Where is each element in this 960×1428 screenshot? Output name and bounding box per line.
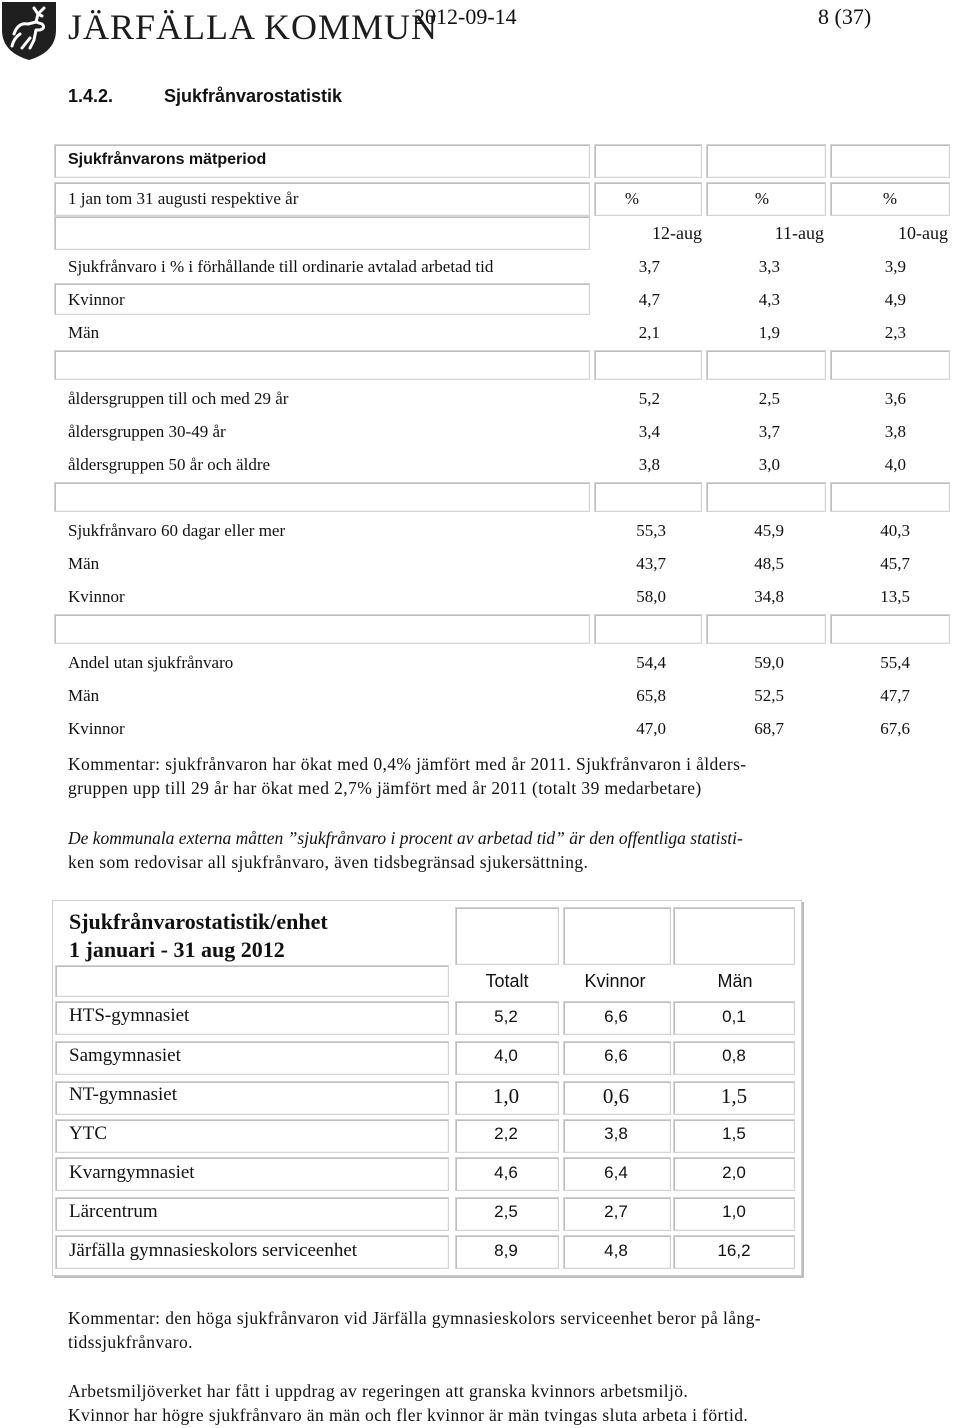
- row-label: Män: [68, 554, 100, 573]
- percent-header: %: [754, 189, 770, 208]
- value-total: 5,2: [494, 1007, 518, 1026]
- value-2011: 3,3: [758, 257, 780, 276]
- table-row: [52, 283, 958, 316]
- value-2010: 13,5: [880, 587, 910, 606]
- unit-name: NT-gymnasiet: [69, 1084, 178, 1105]
- unit-name: Samgymnasiet: [69, 1045, 181, 1066]
- page-number: 8 (37): [818, 4, 872, 29]
- definition-italic: De kommunala externa måtten ”sjukfrånvaro i procent av arbetad tid” är den offentliga statisti: [68, 828, 737, 848]
- org-name: JÄRFÄLLA KOMMUN: [68, 7, 439, 47]
- value-total: 2,2: [494, 1124, 518, 1143]
- value-men: 1,5: [722, 1124, 746, 1143]
- column-header-men: Män: [717, 971, 753, 991]
- row-label: Kvinnor: [68, 290, 125, 309]
- comment-line: Kommentar: den höga sjukfrånvaron vid Järfälla gymnasieskolors serviceenhet beror på lång-: [68, 1308, 762, 1328]
- row-label: Sjukfrånvaro i % i förhållande till ordinarie avtalad arbetad tid: [68, 257, 494, 276]
- value-2012: 2,1: [638, 323, 660, 342]
- table-row: [52, 316, 958, 349]
- value-2011: 52,5: [754, 686, 784, 705]
- value-2011: 1,9: [758, 323, 780, 342]
- value-women: 6,6: [604, 1007, 628, 1026]
- section-number: 1.4.2.: [68, 86, 114, 106]
- table-row: [52, 250, 958, 283]
- column-header-women: Kvinnor: [584, 971, 646, 991]
- value-2011: 45,9: [754, 521, 784, 540]
- value-2010: 3,6: [884, 389, 906, 408]
- comment-line: tidssjukfrånvaro.: [68, 1332, 193, 1352]
- closing-line: Kvinnor har högre sjukfrånvaro än män och fler kvinnor är män tvingas sluta arbeta i förtid.: [68, 1405, 749, 1425]
- value-total: 4,0: [494, 1046, 518, 1065]
- year-header: 12-aug: [652, 223, 702, 243]
- unit-name: Kvarngymnasiet: [69, 1162, 195, 1183]
- comment-line: Kommentar: sjukfrånvaron har ökat med 0,4% jämfört med år 2011. Sjukfrånvaron i ålders-: [68, 754, 747, 774]
- value-2012: 65,8: [636, 686, 666, 705]
- row-label: Sjukfrånvaro 60 dagar eller mer: [68, 521, 286, 540]
- table-header-row: [52, 144, 958, 177]
- value-2011: 3,7: [758, 422, 780, 441]
- spacer-row: [52, 482, 958, 515]
- value-2011: 68,7: [754, 719, 784, 738]
- value-2011: 3,0: [758, 455, 780, 474]
- value-2010: 3,8: [884, 422, 906, 441]
- period-description: 1 jan tom 31 augusti respektive år: [68, 189, 299, 208]
- spacer-row: [52, 350, 958, 383]
- value-men: 1,0: [722, 1202, 746, 1221]
- deer-emblem-icon: [0, 0, 64, 62]
- value-women: 4,8: [604, 1241, 628, 1260]
- unit-table-period: 1 januari - 31 aug 2012: [69, 937, 285, 962]
- comment-line: gruppen upp till 29 år har ökat med 2,7% jämfört med år 2011 (totalt 39 medarbetare): [68, 778, 702, 798]
- value-total: 8,9: [494, 1241, 518, 1260]
- value-2010: 55,4: [880, 653, 910, 672]
- unit-name: Lärcentrum: [69, 1201, 158, 1222]
- value-2012: 3,4: [638, 422, 660, 441]
- period-label: Sjukfrånvarons mätperiod: [68, 151, 267, 168]
- row-label: Män: [68, 686, 100, 705]
- value-2010: 47,7: [880, 686, 910, 705]
- value-men: 0,1: [722, 1007, 746, 1026]
- percent-header: %: [882, 189, 898, 208]
- value-2012: 54,4: [636, 653, 666, 672]
- value-2012: 47,0: [636, 719, 666, 738]
- value-2010: 3,9: [884, 257, 906, 276]
- value-2011: 4,3: [758, 290, 780, 309]
- value-women: 2,7: [604, 1202, 628, 1221]
- row-label: åldersgruppen till och med 29 år: [68, 389, 289, 408]
- table-row: [52, 514, 958, 547]
- spacer-row: [52, 614, 958, 647]
- year-header-row: [52, 216, 958, 249]
- table-row: [52, 712, 958, 745]
- value-women: 6,6: [604, 1046, 628, 1065]
- closing-line: Arbetsmiljöverket har fått i uppdrag av regeringen att granska kvinnors arbetsmiljö.: [68, 1381, 689, 1401]
- unit-name: Järfälla gymnasieskolors serviceenhet: [69, 1240, 358, 1261]
- municipality-logo: [0, 0, 439, 62]
- value-2012: 58,0: [636, 587, 666, 606]
- row-label: Andel utan sjukfrånvaro: [68, 653, 234, 672]
- table-row: [52, 679, 958, 712]
- value-women: 6,4: [604, 1163, 628, 1182]
- unit-name: HTS-gymnasiet: [69, 1005, 190, 1026]
- unit-name: YTC: [69, 1123, 107, 1144]
- value-women: 3,8: [604, 1124, 628, 1143]
- value-2012: 4,7: [638, 290, 660, 309]
- sick-leave-table: [52, 142, 958, 750]
- header-date: 2012-09-14: [414, 4, 517, 29]
- value-2010: 45,7: [880, 554, 910, 573]
- value-2010: 2,3: [884, 323, 906, 342]
- year-header: 11-aug: [774, 223, 824, 243]
- value-2012: 55,3: [636, 521, 666, 540]
- value-2010: 4,9: [884, 290, 906, 309]
- table-header-row: [52, 182, 958, 215]
- value-men: 16,2: [717, 1241, 751, 1260]
- unit-table-title: Sjukfrånvarostatistik/enhet: [69, 909, 328, 934]
- table-row: [52, 580, 958, 613]
- definition-line: ken som redovisar all sjukfrånvaro, även tidsbegränsad sjukersättning.: [68, 852, 589, 872]
- value-total: 1,0: [492, 1084, 520, 1108]
- row-label: åldersgruppen 30-49 år: [68, 422, 226, 441]
- value-total: 2,5: [494, 1202, 518, 1221]
- value-2012: 43,7: [636, 554, 666, 573]
- section-heading: [68, 86, 342, 107]
- value-2010: 4,0: [884, 455, 906, 474]
- row-label: åldersgruppen 50 år och äldre: [68, 455, 271, 474]
- value-2010: 67,6: [880, 719, 910, 738]
- value-2010: 40,3: [880, 521, 910, 540]
- row-label: Kvinnor: [68, 587, 125, 606]
- table-row: [52, 448, 958, 481]
- value-men: 1,5: [720, 1084, 748, 1108]
- value-2012: 3,8: [638, 455, 660, 474]
- value-2012: 5,2: [638, 389, 660, 408]
- year-header: 10-aug: [898, 223, 948, 243]
- value-2011: 48,5: [754, 554, 784, 573]
- value-2012: 3,7: [638, 257, 660, 276]
- section-title: Sjukfrånvarostatistik: [164, 86, 343, 106]
- column-header-total: Totalt: [485, 971, 529, 991]
- definition-line: [68, 826, 743, 850]
- table-row: [52, 646, 958, 679]
- value-total: 4,6: [494, 1163, 518, 1182]
- unit-sick-leave-table: [52, 900, 802, 1276]
- value-men: 0,8: [722, 1046, 746, 1065]
- row-label: Kvinnor: [68, 719, 125, 738]
- table-row: [52, 382, 958, 415]
- value-men: 2,0: [722, 1163, 746, 1182]
- percent-header: %: [624, 189, 640, 208]
- value-2011: 34,8: [754, 587, 784, 606]
- table-row: [52, 415, 958, 448]
- value-2011: 59,0: [754, 653, 784, 672]
- definition-hyphen: -: [736, 828, 743, 848]
- value-2011: 2,5: [758, 389, 780, 408]
- table-row: [52, 547, 958, 580]
- value-women: 0,6: [602, 1084, 630, 1108]
- row-label: Män: [68, 323, 100, 342]
